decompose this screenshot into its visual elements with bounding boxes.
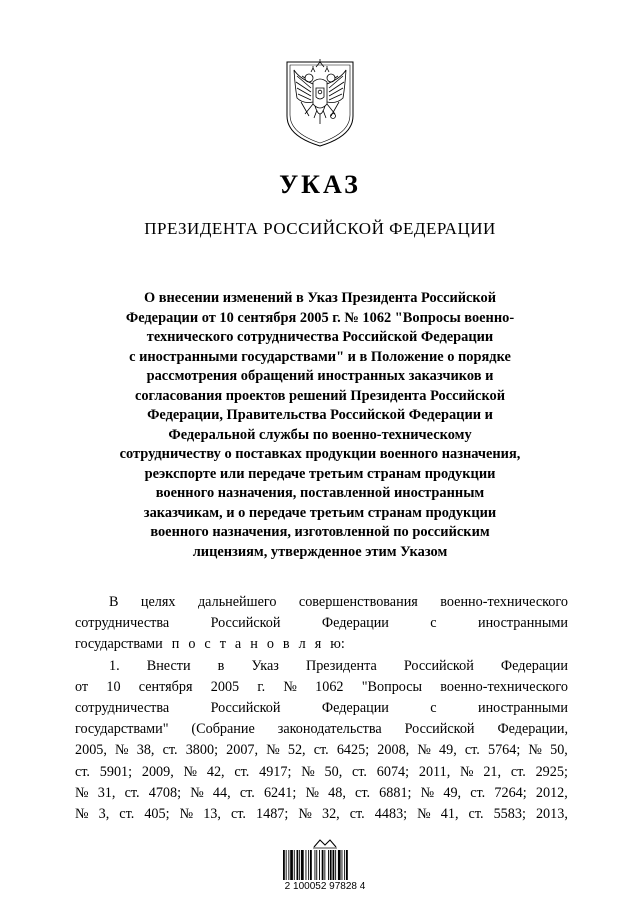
body-word: 2005 xyxy=(210,678,240,695)
barcode-icon xyxy=(282,850,368,880)
body-word: № xyxy=(190,784,204,801)
body-word: 48, xyxy=(328,784,346,801)
subject-line: О внесении изменений в Указ Президента Российской xyxy=(143,290,497,306)
body-word: 6425; xyxy=(336,742,370,759)
body-word: "Вопросы xyxy=(361,678,423,695)
body-word: 1062 xyxy=(315,678,344,695)
body-word: 3, xyxy=(98,805,110,822)
body-word: № xyxy=(417,742,431,759)
body-word: № xyxy=(183,763,198,780)
body-word: № xyxy=(420,784,435,801)
body-word: о xyxy=(266,636,274,653)
body-word: от xyxy=(75,678,89,695)
body-word: № xyxy=(266,742,280,759)
body-word: № xyxy=(417,805,431,822)
body-word: 2009, xyxy=(141,763,174,780)
body-word: Российской xyxy=(404,721,475,738)
subject-line: Федерации, Правительства Российской Федерации и xyxy=(147,407,493,423)
body-word: 32, xyxy=(321,805,340,822)
body-word: о xyxy=(188,636,196,653)
body-word: 405; xyxy=(144,805,170,822)
subject-line: лицензиям, утвержденное этим Указом xyxy=(192,543,448,560)
body-word: целях xyxy=(140,594,176,610)
body-word: 7264; xyxy=(494,784,527,801)
body-line xyxy=(75,783,568,804)
body-word: В xyxy=(109,594,119,610)
body-word: № xyxy=(75,784,89,801)
body-word: 5583; xyxy=(493,805,526,822)
body-word: государствами xyxy=(75,636,163,653)
decree-body xyxy=(75,592,568,825)
body-word: совершенствования xyxy=(298,594,418,610)
body-word: 4917; xyxy=(259,763,292,780)
body-word: ст. xyxy=(234,763,250,780)
barcode xyxy=(282,836,368,896)
body-word: 3800; xyxy=(185,742,219,759)
decree-title: УКАЗ xyxy=(279,170,361,199)
body-word: т xyxy=(219,636,226,653)
body-word: государствами" xyxy=(75,721,169,738)
body-word: военно-технического xyxy=(440,594,568,610)
body-line xyxy=(75,613,568,634)
body-word: 2012, xyxy=(535,784,568,801)
body-word: ст. xyxy=(349,805,365,822)
subject-line: военного назначения, изготовленной по российским xyxy=(150,524,490,540)
subject-line: рассмотрения обращений иностранных заказчиков и xyxy=(146,368,494,384)
body-word: иностранными xyxy=(478,699,568,716)
body-word: Федерации xyxy=(321,615,389,632)
subject-line: заказчикам, и о передаче третьим странам продукции xyxy=(143,504,497,521)
body-word: иностранными xyxy=(478,615,568,632)
body-line xyxy=(75,698,568,719)
body-word: законодательства xyxy=(277,721,382,738)
body-word: (Собрание xyxy=(191,721,255,738)
body-word: 50, xyxy=(324,763,343,780)
body-word: с xyxy=(430,615,437,632)
body-word: п xyxy=(171,636,180,653)
subject-line: сотрудничеству о поставках продукции военного назначения, xyxy=(119,446,521,462)
subject-line: Федеральной службы по военно-техническому xyxy=(168,426,472,443)
body-word: 6241; xyxy=(263,784,297,801)
body-word: ст. xyxy=(510,763,526,780)
body-word: ст. xyxy=(239,784,255,801)
body-word: Федерации, xyxy=(497,721,568,738)
barcode-number: 2 100052 97828 4 xyxy=(284,881,366,892)
body-word: 31, xyxy=(97,784,116,801)
body-word: 10 xyxy=(106,678,121,695)
body-word: 13, xyxy=(203,805,221,822)
body-word: Российской xyxy=(210,699,281,716)
body-word: ст. xyxy=(313,742,329,759)
body-word: Федерации xyxy=(500,657,568,674)
body-line xyxy=(75,762,568,783)
body-word: № xyxy=(75,805,89,822)
decree-subject xyxy=(70,289,570,562)
body-word: 41, xyxy=(440,805,459,822)
body-word: 6881; xyxy=(379,784,412,801)
body-word: 5901; xyxy=(99,763,133,780)
body-word: № xyxy=(460,763,474,780)
body-word: 42, xyxy=(206,763,225,780)
body-word: Федерации xyxy=(321,699,389,716)
publisher-mark-icon xyxy=(310,836,340,848)
body-word: 2008, xyxy=(377,742,410,759)
body-word: 38, xyxy=(136,742,155,759)
body-word: 1487; xyxy=(256,805,289,822)
body-word: ст. xyxy=(468,805,484,822)
body-word: Российской xyxy=(210,615,281,632)
body-word: 49, xyxy=(443,784,462,801)
body-word: ст. xyxy=(230,805,246,822)
body-word: н xyxy=(250,636,258,653)
body-line xyxy=(75,656,568,677)
body-word: 4483; xyxy=(374,805,408,822)
body-word: я xyxy=(314,636,322,653)
body-word: ст. xyxy=(124,784,140,801)
body-word: 2011, xyxy=(418,763,451,780)
decree-issuer: ПРЕЗИДЕНТА РОССИЙСКОЙ ФЕДЕРАЦИИ xyxy=(144,219,496,238)
body-word: сентября xyxy=(138,678,193,695)
body-word: № xyxy=(115,742,129,759)
body-word: ст. xyxy=(75,763,90,780)
body-word: ст. xyxy=(119,805,135,822)
body-word: 52, xyxy=(287,742,306,759)
body-word: 5764; xyxy=(487,742,521,759)
body-word: № xyxy=(298,805,312,822)
body-word: Указ xyxy=(251,657,279,674)
body-word: № xyxy=(179,805,194,822)
body-line xyxy=(75,677,568,698)
body-word: 50, xyxy=(550,742,568,759)
subject-line: Федерации от 10 сентября 2005 г. № 1062 "Вопросы военно- xyxy=(125,309,515,326)
body-word: 2925; xyxy=(535,763,568,780)
body-word: 2007, xyxy=(226,742,259,759)
body-word: а xyxy=(234,636,242,653)
body-word: № xyxy=(283,678,297,695)
body-word: ст. xyxy=(352,763,367,780)
body-line xyxy=(75,634,568,655)
body-word: сотрудничества xyxy=(75,615,170,632)
subject-line: с иностранными государствами" и в Положение о порядке xyxy=(129,348,511,365)
body-line xyxy=(75,740,568,761)
body-word: дальнейшего xyxy=(197,594,277,610)
body-line xyxy=(75,804,568,825)
body-word: 4708; xyxy=(148,784,182,801)
body-word: № xyxy=(528,742,542,759)
body-word: с xyxy=(204,636,211,653)
body-word: 2005, xyxy=(75,742,107,759)
body-word: ст. xyxy=(470,784,486,801)
body-word: № xyxy=(301,763,315,780)
body-word: л xyxy=(298,636,306,653)
body-word: Российской xyxy=(403,657,474,674)
subject-line: технического сотрудничества Российской Федерации xyxy=(146,329,494,345)
body-word: военно-технического xyxy=(440,678,568,695)
body-word: Президента xyxy=(305,657,377,674)
body-word: Внести xyxy=(146,657,191,674)
body-word: сотрудничества xyxy=(75,699,170,716)
body-word: 21, xyxy=(483,763,502,780)
body-word: в xyxy=(282,636,290,653)
body-word: ст. xyxy=(355,784,371,801)
body-word: ю: xyxy=(330,636,345,653)
body-word: 49, xyxy=(439,742,457,759)
body-word: 44, xyxy=(212,784,231,801)
body-word: ст. xyxy=(162,742,178,759)
body-word: 1. xyxy=(109,657,120,674)
subject-line: реэкспорте или передаче третьим странам продукции xyxy=(144,465,496,482)
coat-of-arms-icon xyxy=(283,56,357,148)
body-line xyxy=(75,592,568,613)
body-word: 2013, xyxy=(535,805,568,822)
body-word: с xyxy=(430,699,437,716)
body-word: ст. xyxy=(464,742,480,759)
subject-line: военного назначения, поставленной иностранным xyxy=(155,485,485,501)
body-word: № xyxy=(305,784,319,801)
body-word: 6074; xyxy=(376,763,410,780)
body-line xyxy=(75,719,568,740)
body-word: в xyxy=(217,657,225,674)
body-word: г. xyxy=(257,678,266,695)
subject-line: согласования проектов решений Президента Российской xyxy=(134,387,506,404)
